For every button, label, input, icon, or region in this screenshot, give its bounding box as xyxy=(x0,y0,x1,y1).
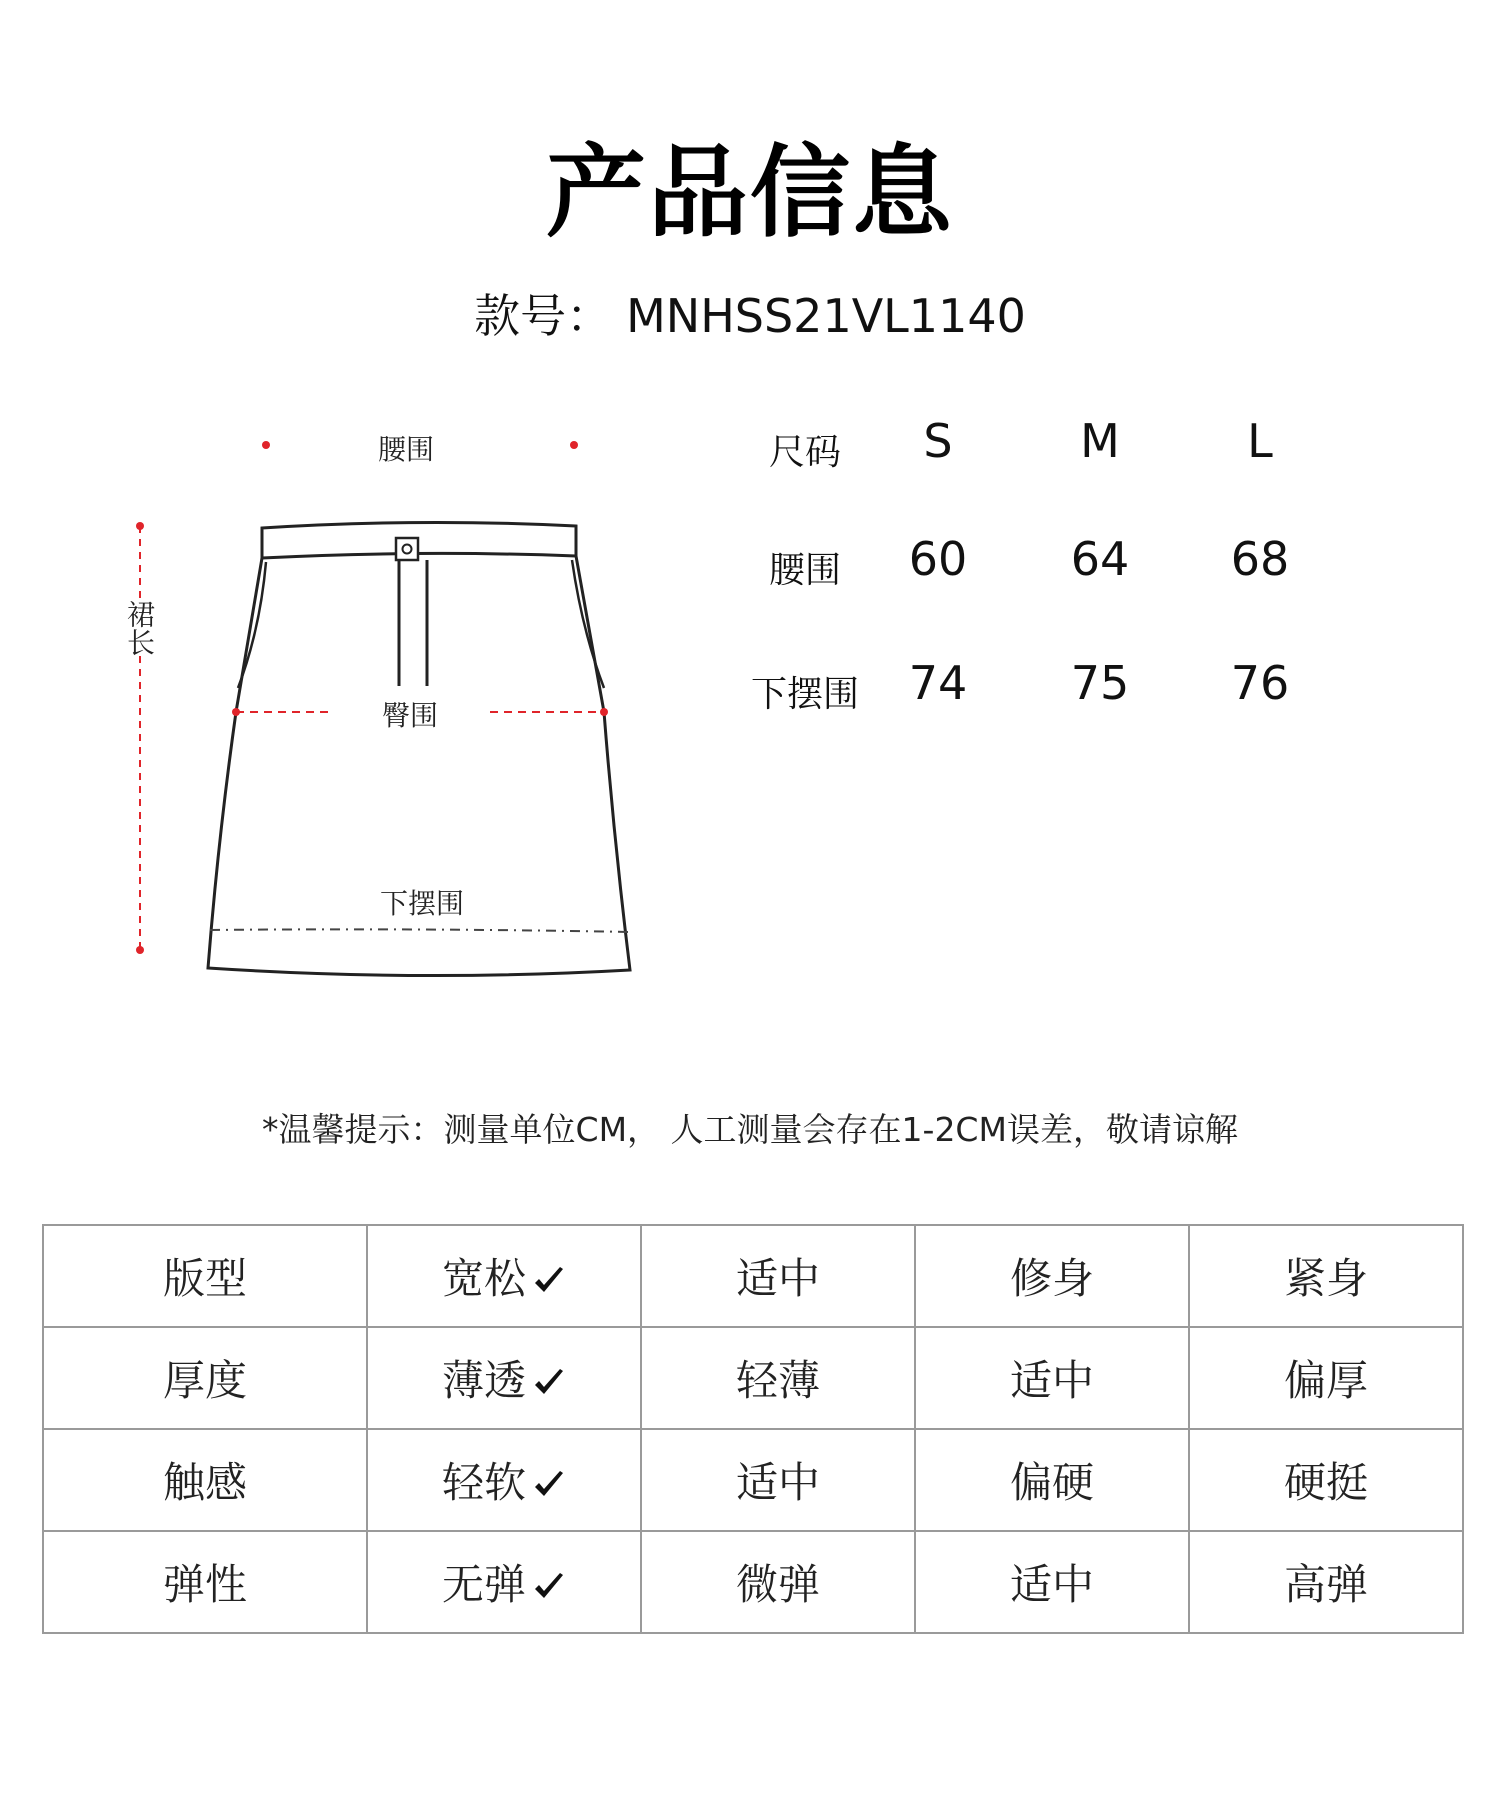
attribute-option-label: 薄透 xyxy=(441,1356,526,1405)
attribute-option-label: 适中 xyxy=(735,1458,820,1507)
attribute-option-label: 偏厚 xyxy=(1283,1356,1368,1405)
attribute-option xyxy=(641,1531,915,1633)
size-value: 74 xyxy=(908,656,968,710)
attribute-option-label: 轻薄 xyxy=(735,1356,820,1405)
attribute-row xyxy=(43,1531,1463,1633)
checkmark-icon xyxy=(532,1571,566,1605)
attribute-row xyxy=(43,1327,1463,1429)
attribute-table xyxy=(42,1224,1464,1634)
size-value: 76 xyxy=(1230,656,1290,710)
checkmark-icon xyxy=(532,1469,566,1503)
attribute-option-label: 偏硬 xyxy=(1009,1458,1094,1507)
attribute-option-label: 宽松 xyxy=(441,1254,526,1303)
attribute-option-label: 适中 xyxy=(1009,1356,1094,1405)
size-m: M xyxy=(1080,414,1120,468)
attribute-row xyxy=(43,1225,1463,1327)
attribute-label: 触感 xyxy=(43,1429,367,1531)
diagram-waist-label: 腰围 xyxy=(374,428,438,468)
attribute-option xyxy=(1189,1531,1463,1633)
attribute-option-label: 硬挺 xyxy=(1283,1458,1368,1507)
attribute-option-label: 高弹 xyxy=(1283,1560,1368,1609)
diagram-hip-label: 臀围 xyxy=(378,694,442,734)
hem-dash xyxy=(210,929,630,932)
size-row-label: 腰围 xyxy=(768,550,841,591)
attribute-option xyxy=(367,1531,641,1633)
size-value: 68 xyxy=(1230,532,1290,586)
attribute-row xyxy=(43,1429,1463,1531)
attribute-option xyxy=(915,1327,1189,1429)
style-number xyxy=(0,280,1500,346)
size-row-label: 下摆围 xyxy=(750,674,859,715)
attribute-option xyxy=(367,1225,641,1327)
diagram-hem-label: 下摆围 xyxy=(376,882,468,922)
size-value: 60 xyxy=(908,532,968,586)
checkmark-icon xyxy=(532,1265,566,1299)
diagram-length-label: 裙长 xyxy=(120,600,158,656)
attribute-option xyxy=(915,1225,1189,1327)
attribute-option-label: 微弹 xyxy=(735,1560,820,1609)
waist-dot-left xyxy=(262,441,270,449)
size-l: L xyxy=(1247,414,1273,468)
checkmark-icon xyxy=(532,1367,566,1401)
attribute-option-label: 适中 xyxy=(735,1254,820,1303)
attribute-option xyxy=(1189,1429,1463,1531)
attribute-option xyxy=(367,1429,641,1531)
attribute-option xyxy=(367,1327,641,1429)
attribute-option xyxy=(915,1531,1189,1633)
attribute-option-label: 无弹 xyxy=(441,1560,526,1609)
size-value: 75 xyxy=(1070,656,1130,710)
waist-dot-right xyxy=(570,441,578,449)
page-title: 产品信息 xyxy=(546,134,954,251)
attribute-label: 弹性 xyxy=(43,1531,367,1633)
attribute-option-label: 紧身 xyxy=(1283,1254,1368,1303)
attribute-label: 厚度 xyxy=(43,1327,367,1429)
attribute-option xyxy=(641,1429,915,1531)
size-value: 64 xyxy=(1070,532,1130,586)
attribute-option-label: 适中 xyxy=(1009,1560,1094,1609)
attribute-option xyxy=(641,1327,915,1429)
attribute-option xyxy=(1189,1225,1463,1327)
attribute-option xyxy=(915,1429,1189,1531)
attribute-option xyxy=(1189,1327,1463,1429)
style-number-label: 款号： xyxy=(474,289,613,343)
size-s: S xyxy=(923,414,953,468)
attribute-option xyxy=(641,1225,915,1327)
size-header-label: 尺码 xyxy=(768,432,841,473)
attribute-label: 版型 xyxy=(43,1225,367,1327)
measurement-tip: *温馨提示：测量单位CM， 人工测量会存在1-2CM误差，敬请谅解 xyxy=(262,1110,1238,1149)
style-number-value: MNHSS21VL1140 xyxy=(626,289,1026,343)
attribute-option-label: 修身 xyxy=(1009,1254,1094,1303)
attribute-option-label: 轻软 xyxy=(441,1458,526,1507)
